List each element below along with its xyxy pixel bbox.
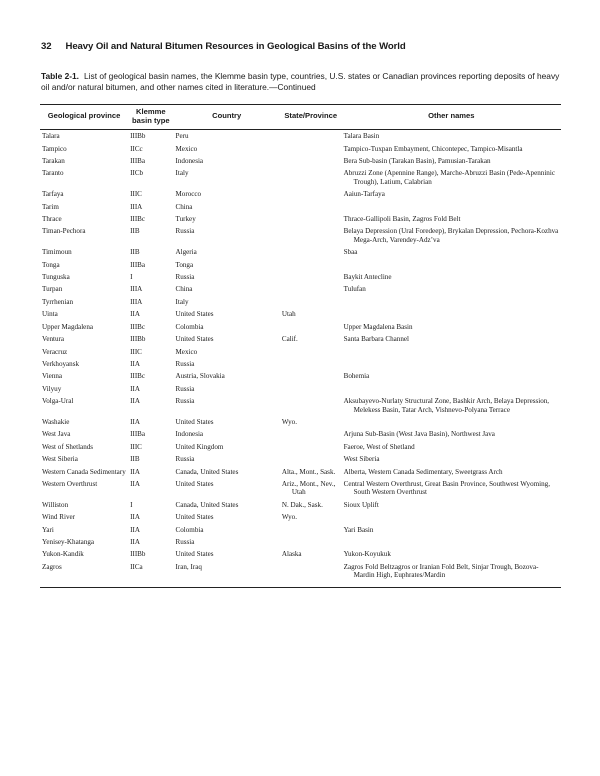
cell-other-names: Talara Basin [343, 132, 380, 141]
cell-geological-province: Yukon-Kandik [42, 550, 84, 559]
cell-country: Mexico [175, 144, 198, 153]
cell-state-province: Alaska [281, 550, 302, 559]
table-row [40, 524, 561, 536]
cell-other-names: Central Western Overthrust, Great Basin Province, Southwest Wyoming, South Western Overthrust [343, 479, 551, 497]
cell-geological-province: Zagros [40, 561, 128, 587]
cell-other-names [342, 416, 561, 428]
cell-klemme-basin-type: IIB [130, 455, 140, 464]
cell-klemme-basin-type: IIIC [130, 190, 142, 199]
cell-klemme-basin-type: IIB [130, 227, 140, 236]
cell-other-names [342, 536, 561, 548]
cell-geological-province: Yenisey-Khatanga [42, 538, 95, 546]
cell-country: Russia [175, 227, 195, 236]
cell-other-names [342, 296, 561, 308]
col-country: Country [174, 105, 280, 130]
cell-geological-province: Vienna [42, 372, 63, 381]
cell-country: Morocco [175, 190, 202, 199]
cell-country: United Kingdom [175, 442, 224, 451]
cell-geological-province: Wind River [42, 513, 76, 522]
cell-geological-province: Talara [42, 132, 60, 141]
col-klemme-line1: Klemme [136, 107, 166, 116]
cell-country: Iran, Iraq [174, 561, 280, 587]
running-title: Heavy Oil and Natural Bitumen Resources in Geological Basins of the World [65, 41, 406, 52]
cell-klemme-basin-type: IIA [130, 397, 140, 406]
cell-klemme-basin-type: IIIC [130, 347, 142, 356]
cell-geological-province: West Siberia [42, 455, 78, 464]
table-row [40, 441, 561, 453]
cell-geological-province: Ventura [42, 335, 65, 344]
col-geological-province: Geological province [40, 105, 128, 130]
cell-klemme-basin-type: IIIA [130, 202, 143, 211]
cell-country: Russia [175, 397, 195, 406]
cell-state-province [280, 395, 342, 416]
cell-geological-province: Tarfaya [42, 190, 64, 199]
cell-geological-province: Timan-Pechora [42, 227, 86, 236]
cell-geological-province: Yari [42, 525, 54, 534]
cell-geological-province: West of Shetlands [42, 442, 94, 451]
cell-other-names: Baykit Antecline [343, 273, 392, 282]
cell-other-names: Arjuna Sub-Basin (West Java Basin), Northwest Java [343, 430, 495, 439]
table-row [40, 167, 561, 188]
cell-country: Russia [175, 455, 195, 464]
col-other-names: Other names [342, 105, 561, 130]
table-header [40, 105, 561, 130]
cell-geological-province: Western Canada Sedimentary [42, 467, 126, 476]
cell-other-names: Sbaa [343, 248, 358, 257]
cell-state-province [280, 188, 342, 200]
cell-klemme-basin-type: IIIBc [130, 215, 146, 224]
cell-state-province [280, 441, 342, 453]
cell-geological-province: Tarakan [42, 157, 65, 165]
cell-geological-province: Williston [42, 500, 69, 509]
cell-country: Turkey [175, 215, 196, 224]
cell-other-names: Aaiun-Tarfaya [343, 190, 385, 199]
header-row [40, 105, 561, 130]
cell-geological-province: Upper Magdalena [42, 322, 94, 331]
cell-other-names: Thrace-Gallipoli Basin, Zagros Fold Belt [343, 215, 461, 224]
cell-geological-province: Veracruz [42, 347, 68, 356]
running-header [41, 41, 406, 52]
cell-other-names: Yari Basin [343, 525, 374, 534]
cell-other-names [342, 511, 561, 523]
cell-country: Canada, United States [175, 467, 239, 476]
cell-other-names [342, 346, 561, 358]
table-row [40, 395, 561, 416]
table-row [40, 428, 561, 440]
cell-geological-province: West Java [42, 430, 71, 439]
cell-other-names [342, 358, 561, 370]
cell-geological-province: Vilyuy [42, 384, 62, 393]
cell-other-names: Faeroe, West of Shetland [343, 442, 415, 451]
table-row [40, 383, 561, 395]
table-row [40, 155, 561, 167]
cell-country: United States [175, 479, 214, 488]
cell-klemme-basin-type: IICb [130, 169, 144, 178]
table-row [40, 246, 561, 258]
cell-state-province [280, 201, 342, 213]
cell-state-province [280, 143, 342, 155]
col-klemme-basin-type [128, 105, 173, 130]
cell-other-names: Alberta, Western Canada Sedimentary, Sweetgrass Arch [343, 467, 503, 476]
cell-other-names: Zagros Fold Beltzagros or Iranian Fold Belt, Sinjar Trough, Bozova-Mardin High, Euphrates/Mardin [342, 561, 561, 587]
table-row [40, 201, 561, 213]
cell-country: Mexico [175, 347, 198, 356]
cell-state-province [280, 213, 342, 225]
table-row [40, 283, 561, 295]
table-row [40, 499, 561, 511]
table-row [40, 296, 561, 308]
cell-country: United States [175, 550, 214, 559]
cell-country: Italy [175, 297, 189, 306]
table-row [40, 536, 561, 548]
cell-state-province [280, 246, 342, 258]
cell-other-names [342, 259, 561, 271]
cell-other-names: Yukon-Koyukuk [343, 550, 391, 559]
table-row [40, 478, 561, 499]
cell-geological-province: Volga-Ural [42, 397, 74, 406]
col-klemme-line2: basin type [132, 115, 170, 125]
cell-klemme-basin-type: IIIC [130, 442, 142, 451]
cell-country: Indonesia [175, 430, 204, 439]
table-caption [41, 71, 561, 93]
cell-klemme-basin-type: IIA [130, 417, 140, 426]
cell-state-province [280, 524, 342, 536]
cell-country: United States [175, 335, 214, 344]
table-row [40, 259, 561, 271]
table-row [40, 453, 561, 465]
cell-country: Tonga [175, 260, 194, 269]
table-row [40, 466, 561, 478]
table-row [40, 188, 561, 200]
cell-state-province: Wyo. [281, 417, 297, 426]
cell-country: Russia [175, 384, 195, 393]
cell-country: Colombia [175, 525, 204, 534]
cell-state-province [280, 259, 342, 271]
cell-country: Colombia [175, 322, 204, 331]
table-row [40, 143, 561, 155]
table-row [40, 308, 561, 320]
table-row [40, 548, 561, 560]
cell-country: Austria, Slovakia [175, 372, 225, 381]
table-row [40, 416, 561, 428]
cell-geological-province: Tonga [42, 260, 60, 269]
cell-geological-province: Western Overthrust [42, 479, 98, 488]
cell-state-province: N. Dak., Sask. [281, 500, 323, 509]
cell-country: Peru [175, 132, 189, 141]
table-row [40, 213, 561, 225]
table-row [40, 511, 561, 523]
cell-country: China [175, 202, 193, 211]
table-row [40, 358, 561, 370]
basin-table [40, 104, 561, 588]
cell-klemme-basin-type: I [130, 273, 133, 282]
cell-state-province: Alta., Mont., Sask. [281, 467, 336, 476]
cell-geological-province: Uinta [42, 310, 58, 319]
cell-klemme-basin-type: IIA [130, 513, 140, 522]
cell-country: United States [175, 310, 214, 319]
table-row [40, 561, 561, 587]
cell-state-province [280, 225, 342, 246]
cell-country: Russia [175, 538, 195, 546]
cell-klemme-basin-type: IIIBb [130, 335, 146, 344]
cell-country: Canada, United States [175, 500, 239, 509]
cell-other-names [342, 383, 561, 395]
cell-state-province [280, 271, 342, 283]
cell-geological-province: Turpan [42, 285, 63, 294]
table-row [40, 225, 561, 246]
cell-other-names [342, 201, 561, 213]
cell-geological-province: Taranto [42, 169, 64, 178]
cell-other-names: West Siberia [343, 455, 380, 464]
table-row [40, 333, 561, 345]
cell-klemme-basin-type: IIA [130, 384, 140, 393]
table-body [40, 130, 561, 587]
cell-klemme-basin-type: IIIA [130, 297, 143, 306]
cell-geological-province: Washakie [42, 417, 70, 426]
cell-klemme-basin-type: IIIBb [130, 132, 146, 141]
table-row [40, 346, 561, 358]
cell-other-names: Bera Sub-basin (Tarakan Basin), Pamusian-Tarakan [343, 157, 491, 165]
cell-klemme-basin-type: IIA [130, 359, 140, 368]
cell-state-province: Ariz., Mont., Nev., Utah [281, 479, 336, 497]
cell-state-province [280, 428, 342, 440]
cell-state-province [280, 370, 342, 382]
cell-klemme-basin-type: IIIA [130, 285, 143, 294]
cell-state-province [280, 346, 342, 358]
cell-klemme-basin-type: IIA [130, 479, 140, 488]
cell-other-names: Sioux Uplift [343, 500, 379, 509]
cell-country: Russia [175, 273, 195, 282]
table-row [40, 271, 561, 283]
cell-state-province [280, 296, 342, 308]
table-row [40, 130, 561, 143]
cell-klemme-basin-type: IICa [128, 561, 173, 587]
cell-other-names: Abruzzi Zone (Apennine Range), Marche-Abruzzi Basin (Pede-Apenninic Trough), Latium, Calabrian [343, 169, 555, 186]
cell-geological-province: Tunguska [42, 273, 70, 282]
cell-klemme-basin-type: IIIBa [130, 260, 146, 269]
cell-country: Italy [175, 169, 189, 178]
cell-state-province: Calif. [281, 335, 298, 344]
cell-geological-province: Tarim [42, 202, 59, 211]
cell-other-names: Santa Barbara Channel [343, 335, 410, 344]
cell-state-province [280, 561, 342, 587]
cell-other-names: Bohemia [343, 372, 370, 381]
cell-klemme-basin-type: IIA [130, 310, 140, 319]
cell-state-province [280, 283, 342, 295]
cell-other-names [342, 308, 561, 320]
cell-country: China [175, 285, 193, 294]
cell-geological-province: Tampico [42, 144, 67, 153]
cell-klemme-basin-type: IIIBa [130, 430, 146, 439]
cell-state-province: Wyo. [281, 513, 297, 522]
cell-country: United States [175, 513, 214, 522]
cell-klemme-basin-type: IIA [130, 467, 140, 476]
cell-other-names: Belaya Depression (Ural Foredeep), Brykalan Depression, Pechora-Kozhva Mega-Arch, Varendey-Adz’va [343, 227, 559, 244]
cell-klemme-basin-type: I [130, 500, 133, 509]
cell-other-names: Tulufan [343, 285, 366, 294]
cell-klemme-basin-type: IIB [130, 248, 140, 257]
cell-klemme-basin-type: IIIBc [130, 372, 146, 381]
cell-klemme-basin-type: IIA [130, 525, 140, 534]
cell-klemme-basin-type: IIIBb [130, 550, 146, 559]
table-caption-text: List of geological basin names, the Klemme basin type, countries, U.S. states or Canadian provinces reporting deposits of heavy oil and/or natural bitumen, and other names cited in literature.—Continued [41, 71, 560, 92]
cell-country: Russia [175, 359, 195, 368]
cell-klemme-basin-type: IIIBa [130, 157, 146, 165]
cell-klemme-basin-type: IICc [130, 144, 143, 153]
cell-geological-province: Verkhoyansk [42, 359, 80, 368]
cell-state-province [280, 130, 342, 143]
table-row [40, 370, 561, 382]
cell-country: Indonesia [175, 157, 204, 165]
cell-state-province [280, 383, 342, 395]
cell-geological-province: Thrace [42, 215, 62, 224]
cell-country: Algeria [175, 248, 197, 257]
cell-state-province [280, 155, 342, 167]
cell-other-names: Aksubayevo-Nurlaty Structural Zone, Bashkir Arch, Belaya Depression, Melekess Basin, Tatar Arch, Vishnevo-Polyana Terrace [343, 397, 550, 414]
col-state-province: State/Province [280, 105, 342, 130]
page-number: 32 [41, 41, 52, 52]
cell-country: United States [175, 417, 214, 426]
cell-state-province [280, 536, 342, 548]
cell-other-names: Upper Magdalena Basin [343, 322, 413, 331]
cell-state-province [280, 167, 342, 188]
cell-state-province [280, 453, 342, 465]
cell-state-province: Utah [281, 310, 296, 319]
cell-state-province [280, 358, 342, 370]
cell-klemme-basin-type: IIA [130, 538, 140, 546]
cell-klemme-basin-type: IIIBc [130, 322, 146, 331]
cell-geological-province: Tyrrhenian [42, 297, 74, 306]
cell-other-names: Tampico-Tuxpan Embayment, Chicontepec, Tampico-Misantla [343, 144, 523, 153]
cell-geological-province: Timimoun [42, 248, 72, 257]
cell-state-province [280, 321, 342, 333]
table-caption-label: Table 2-1. [41, 71, 80, 81]
table-row [40, 321, 561, 333]
